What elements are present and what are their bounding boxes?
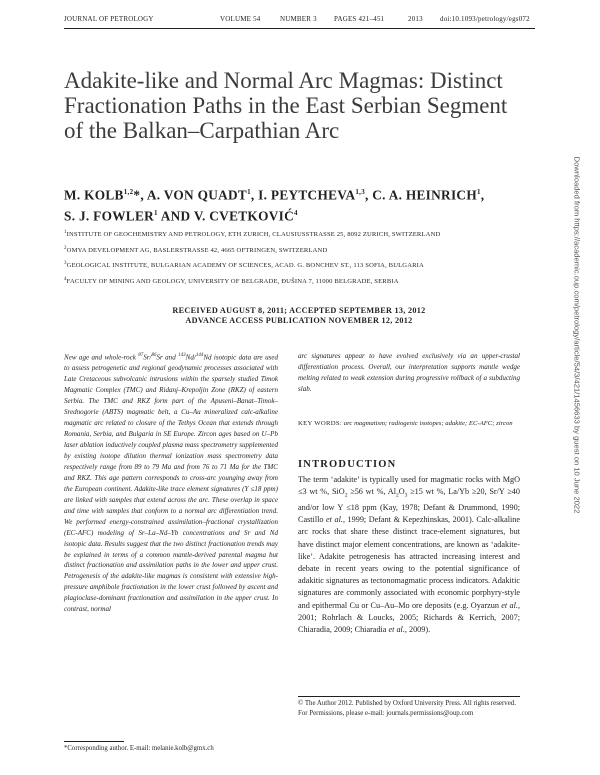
doi[interactable]: doi:10.1093/petrology/egs072 bbox=[440, 15, 530, 23]
received-accepted: RECEIVED AUGUST 8, 2011; ACCEPTED SEPTEMBER 13, 2012 bbox=[172, 306, 426, 315]
download-watermark: Downloaded from https://academic.oup.com/petrology/article/54/3/421/1456633 by guest on 10 June 2022 bbox=[572, 156, 582, 514]
title-line: Adakite-like and Normal Arc Magmas: Distinct bbox=[64, 68, 503, 93]
section-heading: INTRODUCTION bbox=[298, 459, 397, 470]
footnote-rule bbox=[64, 741, 124, 742]
journal-name: JOURNAL OF PETROLOGY bbox=[64, 15, 154, 23]
author[interactable]: M. KOLB bbox=[64, 187, 124, 203]
dates-block bbox=[64, 306, 534, 326]
keywords-label: KEY WORDS: bbox=[298, 420, 343, 427]
year: 2013 bbox=[408, 15, 423, 23]
affiliation: $^1$INSTITUTE OF GEOCHEMISTRY AND PETROLOGY, ETH ZURICH, CLAUSIUSSTRASSE 25, 8092 ZURICH, SWITZERLAND bbox=[64, 230, 441, 239]
volume: VOLUME 54 bbox=[220, 15, 261, 23]
introduction-text: The term ‘adakite’ is typically used for magmatic rocks with MgO ≤3 wt %, SiO$_2$ ≥56 wt %, $Al_2O_3 \ge 15$ wt %, La/Yb ≥20, Sr/Y ≥40 and/or low Y ≤18 ppm (Kay, 1978; Defant & Drummond, 1990; Castillo et al., 1999; Defant & Kepezhinskas, 2001). Calc-alkaline arc rocks that share these distinct trace-element signatures, but have distinct major element concentrations, are known as ‘adakite-like’. Adakite petrogenesis has attracted increasing interest and debate in recent years owing to the potential significance of adakitic signatures as tectonomagmatic process indicators. Adakitic signatures are commonly associated with economic porphyry-style and epithermal Cu or Cu–Au–Mo ore deposits (e.g. Oyarzun et al., 2001; Rohrlach & Loucks, 2005; Richards & Kerrich, 2007; Chiaradia, 2009; Chiaradia et al., 2009). bbox=[298, 475, 520, 635]
author[interactable]: A. VON QUADT bbox=[146, 187, 248, 203]
advance-access: ADVANCE ACCESS PUBLICATION NOVEMBER 12, 2012 bbox=[185, 316, 413, 325]
issue-number: NUMBER 3 bbox=[280, 15, 317, 23]
abstract-column-1: New age and whole-rock $^{87}$Sr/$^{86}$Sr and $^{143}$Nd/$^{144}$Nd isotopic data are used to assess petrogenetic and regional geodynamic processes associated with Late Cretaceous subvolcanic intrusions within the sparsely studied Timok Magmatic Complex (TMC) and Ridanj–Krepoljin Zone (RKZ) of eastern Serbia. The TMC and RKZ form part of the Apuseni–Banat–Timok–Srednogorie (ABTS) magmatic belt, a Cu–Au mineralized calc-alkaline magmatic arc related to closure of the Tethys Ocean that extends through Romania, Serbia, and Bulgaria in SE Europe. Zircon ages based on U–Pb laser ablation inductively coupled plasma mass spectrometry supplemented by existing isotope dilution thermal ionization mass spectrometry data respectively range from 89 to 79 Ma and from 76 to 71 Ma for the TMC and RKZ. This age pattern corresponds to cross-arc younging away from the European continent. Adakite-like trace element signatures (Y ≤18 ppm) are linked with samples that extend across the arc. These overlap in space and time with samples that conform to a normal arc differentiation trend. We performed energy-constrained assimilation–fractional crystallization (EC-AFC) modeling of Sr–La–Nd–Yb concentrations and Sr and Nd isotopic data. Results suggest that the two distinct fractionation trends may be explained in terms of a common mantle-derived parental magma but distinct fractionation and assimilation paths in the lower and upper crust. Petrogenesis of the adakite-like magmas is consistent with extensive high-pressure amphibole fractionation in the lower crust followed by ascent and plagioclase-dominant fractionation and assimilation in the upper crust. In contrast, normal bbox=[64, 353, 278, 614]
corresponding-author: *Corresponding author. E-mail: melanie.kolb@gmx.ch bbox=[64, 745, 214, 752]
keywords-text: arc magmatism; radiogenic isotopes; adakite; EC-AFC; zircon bbox=[343, 420, 513, 427]
author[interactable]: S. J. FOWLER bbox=[64, 208, 155, 224]
page-range: PAGES 421–451 bbox=[334, 15, 385, 23]
keywords bbox=[298, 419, 520, 430]
title-line: of the Balkan–Carpathian Arc bbox=[64, 118, 340, 143]
affiliation: $^2$OMYA DEVELOPMENT AG, BASLERSTRASSE 42, 4665 OFTRINGEN, SWITZERLAND bbox=[64, 245, 328, 254]
copyright-notice: © The Author 2012. Published by Oxford University Press. All rights reserved. For Permissions, please e-mail: journals.permissions@oup.com bbox=[298, 700, 516, 717]
header-rule bbox=[64, 28, 535, 29]
affiliations bbox=[64, 226, 544, 289]
running-header bbox=[64, 15, 534, 27]
author-list: M. KOLB$^{1,2}$*, A. VON QUADT$^1$, I. PEYTCHEVA$^{1,3}$, C. A. HEINRICH$^1$, S. J. FOWLER$^1$ AND V. CVETKOVIĆ$^4$ bbox=[64, 187, 485, 224]
author[interactable]: AND V. CVETKOVIĆ bbox=[157, 208, 294, 224]
title-line: Fractionation Paths in the East Serbian Segment bbox=[64, 93, 508, 118]
affiliation: $^4$FACULTY OF MINING AND GEOLOGY, UNIVERSITY OF BELGRADE, ĐUŠINA 7, 11000 BELGRADE, SERBIA bbox=[64, 277, 399, 286]
article-title bbox=[64, 68, 534, 143]
author[interactable]: , C. A. HEINRICH bbox=[365, 187, 477, 203]
copyright-rule bbox=[298, 696, 520, 697]
abstract-continuation: arc signatures appear to have evolved exclusively via an upper-crustal differentiation process. Overall, our interpretation supports mantle wedge melting related to weak extension during progressive rollback of a subducting slab. bbox=[298, 352, 520, 393]
author[interactable]: , I. PEYTCHEVA bbox=[250, 187, 356, 203]
affiliation: $^3$GEOLOGICAL INSTITUTE, BULGARIAN ACADEMY OF SCIENCES, ACAD. G. BONCHEV ST., 113 SOFIA, BULGARIA bbox=[64, 261, 424, 270]
